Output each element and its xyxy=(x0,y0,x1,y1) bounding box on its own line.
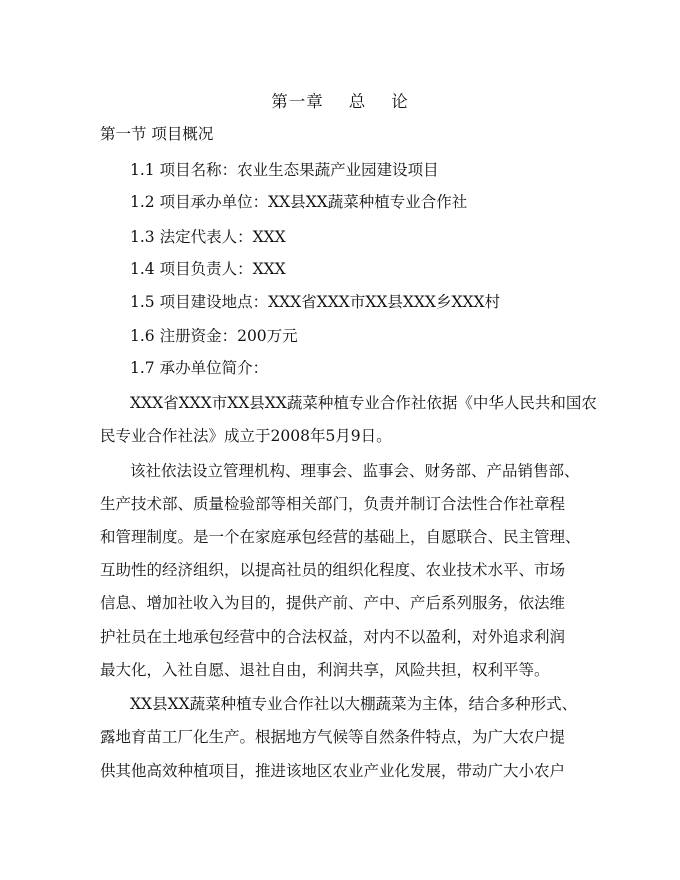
paragraph-2-line: 互助性的经济组织，以提高社员的组织化程度、农业技术水平、市场 xyxy=(100,561,566,579)
paragraph-2-line: 最大化，入社自愿、退社自由，利润共享，风险共担，权利平等。 xyxy=(100,661,550,679)
section-title: 第一节 项目概况 xyxy=(100,125,214,143)
item-project-manager: 1.4 项目负责人：XXX xyxy=(130,260,286,278)
paragraph-1-line: 民专业合作社法》成立于2008年5月9日。 xyxy=(100,427,392,445)
item-registered-capital: 1.6 注册资金：200万元 xyxy=(130,327,298,345)
chapter-title: 第一章 总 论 xyxy=(271,92,409,111)
item-legal-representative: 1.3 法定代表人：XXX xyxy=(130,228,286,246)
paragraph-3-line: 露地育苗工厂化生产。根据地方气候等自然条件特点，为广大农户提 xyxy=(100,728,566,746)
paragraph-2-line: 该社依法设立管理机构、理事会、监事会、财务部、产品销售部、 xyxy=(130,462,580,480)
paragraph-1-line: XXX省XXX市XX县XX蔬菜种植专业合作社依据《中华人民共和国农 xyxy=(130,394,597,412)
paragraph-3-line: XX县XX蔬菜种植专业合作社以大棚蔬菜为主体，结合多种形式、 xyxy=(130,695,578,713)
paragraph-2-line: 和管理制度。是一个在家庭承包经营的基础上，自愿联合、民主管理、 xyxy=(100,528,581,546)
paragraph-2-line: 护社员在土地承包经营中的合法权益，对内不以盈利，对外追求利润 xyxy=(100,628,566,646)
item-undertaking-unit: 1.2 项目承办单位：XX县XX蔬菜种植专业合作社 xyxy=(130,193,468,211)
item-unit-introduction: 1.7 承办单位简介： xyxy=(130,359,269,377)
paragraph-2-line: 生产技术部、质量检验部等相关部门，负责并制订合法性合作社章程 xyxy=(100,495,566,513)
item-project-name: 1.1 项目名称：农业生态果蔬产业园建设项目 xyxy=(130,161,439,179)
paragraph-3-line: 供其他高效种植项目，推进该地区农业产业化发展，带动广大小农户 xyxy=(100,762,566,780)
paragraph-2-line: 信息、增加社收入为目的，提供产前、产中、产后系列服务，依法维 xyxy=(100,594,566,612)
item-project-location: 1.5 项目建设地点：XXX省XXX市XX县XXX乡XXX村 xyxy=(130,293,501,311)
